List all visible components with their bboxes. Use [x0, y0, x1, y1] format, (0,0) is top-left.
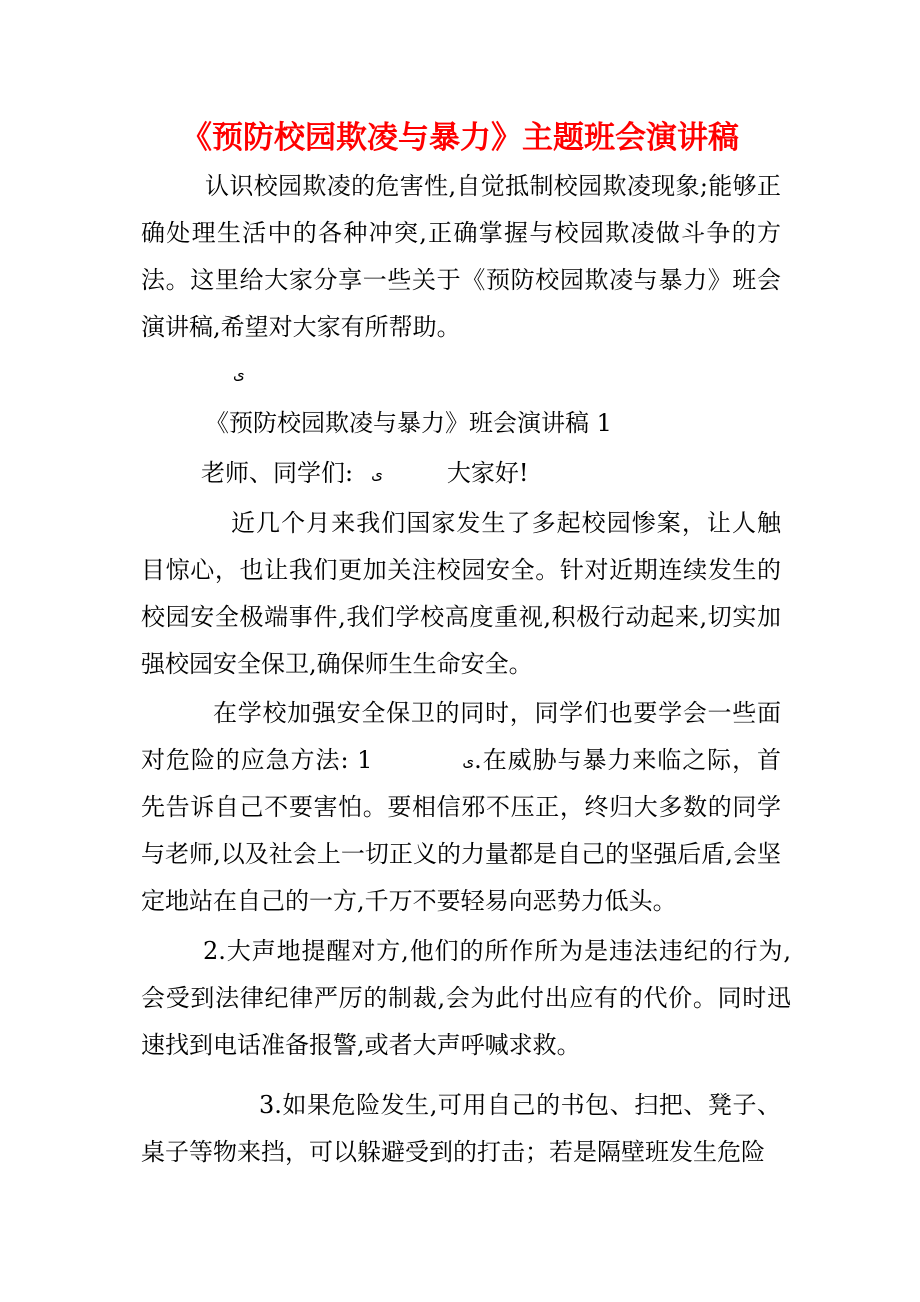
body-paragraph-3: 2.大声地提醒对方,他们的所作所为是违法违纪的行为,会受到法律纪律严厉的制裁,会为此付出应有的代价。同时迅速找到电话准备报警,或者大声呼喊求救。 [141, 937, 791, 1059]
body-paragraph-4: 3.如果危险发生,可用自己的书包、扫把、凳子、桌子等物来挡，可以躲避受到的打击；若是隔壁班发生危险 [141, 1091, 781, 1166]
document-title: 《预防校园欺凌与暴力》主题班会演讲稿 [181, 120, 739, 156]
decorative-mark-icon: ى [462, 752, 475, 770]
body-paragraph-2-part-b: .在威胁与暴力来临之际，首先告诉自己不要害怕。要相信邪不压正，终归大多数的同学与老师,以及社会上一切正义的力量都是自己的坚强后盾,会坚定地站在自己的一方,千万不要轻易向恶势力低头。 [141, 746, 781, 915]
decorative-mark-icon: ى [371, 465, 383, 483]
greeting-line [141, 450, 781, 497]
decorative-mark-icon: ى [233, 365, 245, 383]
body-paragraph-1: 近几个月来我们国家发生了多起校园惨案，让人触目惊心，也让我们更加关注校园安全。针对近期连续发生的校园安全极端事件,我们学校高度重视,积极行动起来,切实加强校园安全保卫,确保师生生命安全。 [141, 509, 781, 678]
body-paragraph-2-part-a: 在学校加强安全保卫的同时，同学们也要学会一些面对危险的应急方法: 1 [141, 699, 781, 774]
greeting-audience: 老师、同学们: [201, 459, 354, 487]
greeting-hello: 大家好! [446, 459, 529, 487]
intro-paragraph: 认识校园欺凌的危害性,自觉抵制校园欺凌现象;能够正确处理生活中的各种冲突,正确掌握与校园欺凌做斗争的方法。这里给大家分享一些关于《预防校园欺凌与暴力》班会演讲稿,希望对大家有所帮助。 [141, 172, 781, 341]
body-paragraph-2 [141, 690, 781, 925]
section-heading: 《预防校园欺凌与暴力》班会演讲稿 1 [205, 409, 612, 437]
